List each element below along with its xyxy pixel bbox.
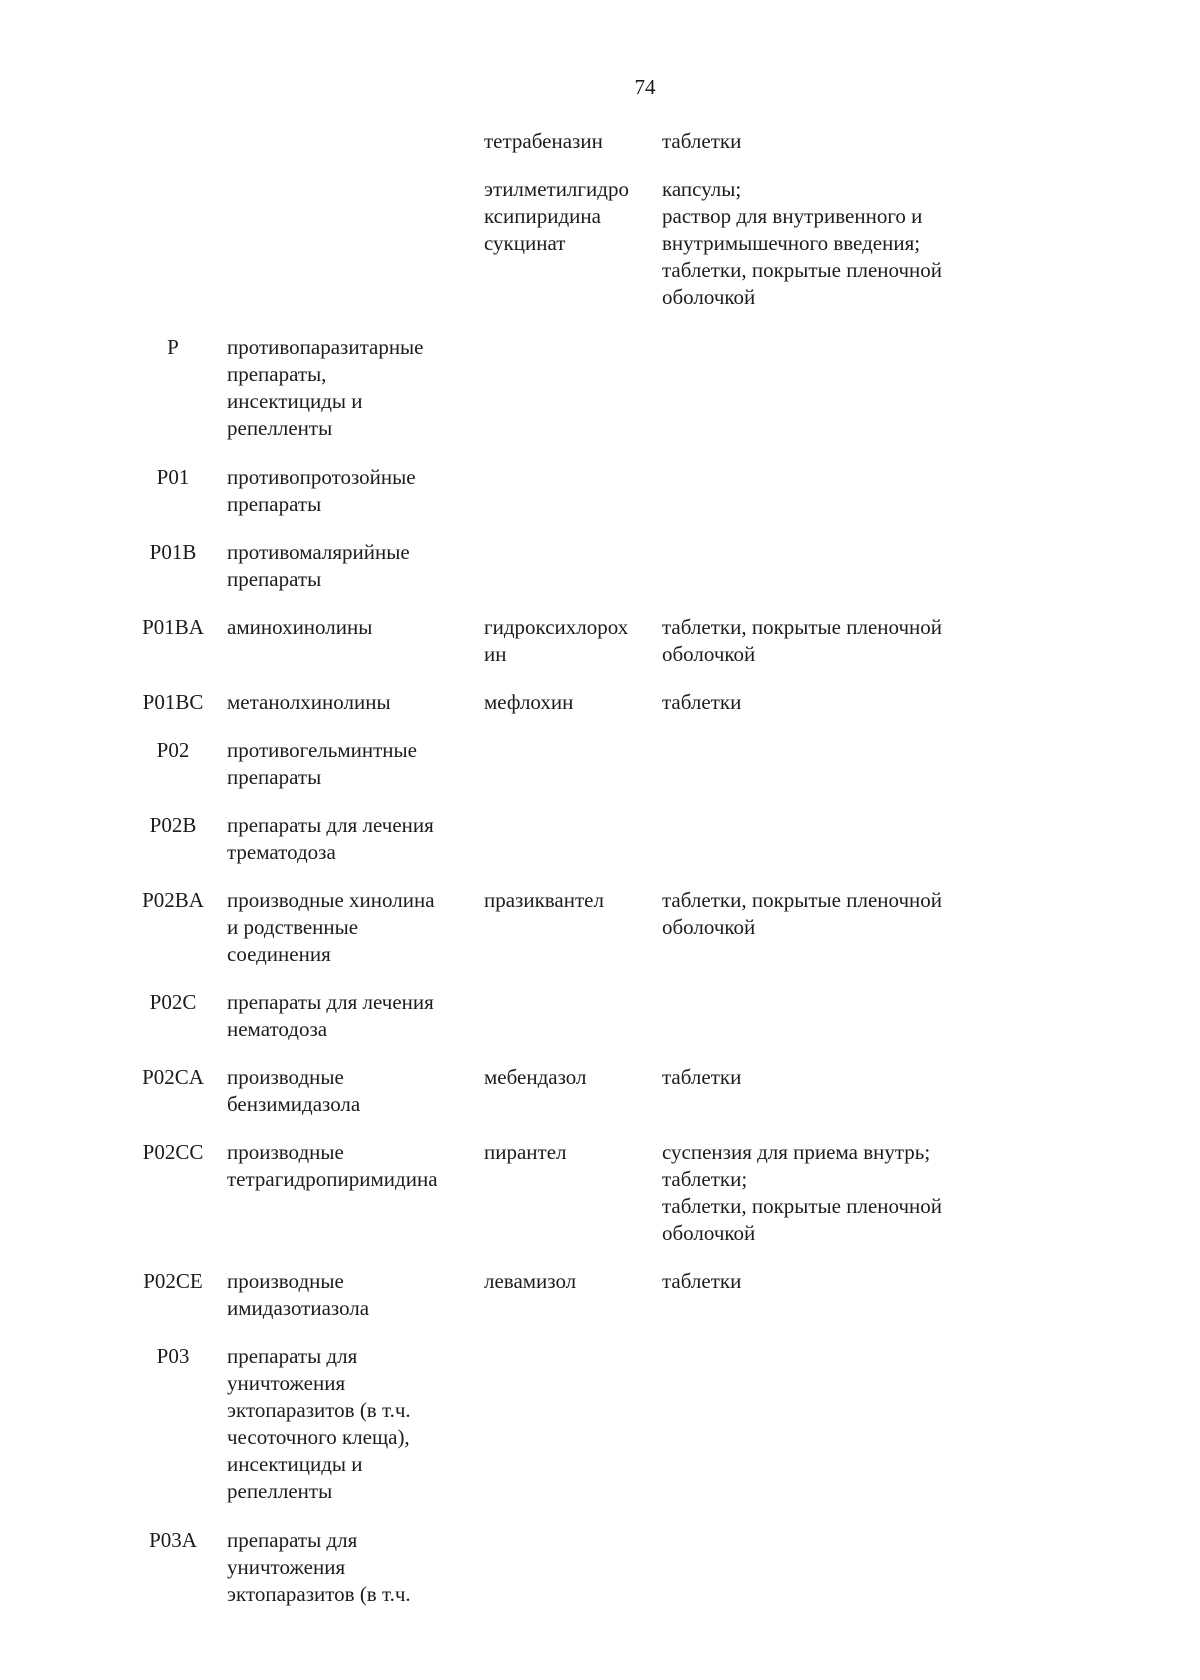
atc-group: противогельминтные препараты [227, 738, 417, 789]
drug-name: пирантел [484, 1140, 567, 1164]
drug-name: мефлохин [484, 690, 574, 714]
atc-code: P01BA [142, 615, 204, 639]
dosage-form: суспензия для приема внутрь; таблетки; таблетки, покрытые пленочной оболочкой [662, 1140, 943, 1245]
atc-group: производные имидазотиазола [227, 1269, 370, 1320]
atc-group: препараты для лечения трематодоза [227, 813, 434, 864]
drug-name: гидроксихлорох ин [484, 615, 629, 666]
atc-code: P01B [149, 540, 197, 564]
atc-code: P02CC [142, 1140, 204, 1164]
atc-code: P03A [149, 1528, 197, 1552]
atc-group: препараты для уничтожения эктопаразитов (в т.ч. [227, 1528, 411, 1606]
dosage-form: таблетки [662, 1269, 742, 1293]
dosage-form: таблетки [662, 690, 742, 714]
drug-name: этилметилгидро ксипиридина сукцинат [484, 177, 629, 255]
dosage-form: таблетки, покрытые пленочной оболочкой [662, 888, 943, 939]
atc-code: P02CE [143, 1269, 203, 1293]
atc-code: P02C [149, 990, 197, 1014]
atc-group: производные бензимидазола [227, 1065, 361, 1116]
atc-code: P01 [156, 465, 190, 489]
drug-name: мебендазол [484, 1065, 587, 1089]
dosage-form: таблетки [662, 1065, 742, 1089]
atc-group: противомалярийные препараты [227, 540, 410, 591]
atc-group: производные тетрагидропиримидина [227, 1140, 438, 1191]
atc-code: P03 [156, 1344, 190, 1368]
drug-name: празиквантел [484, 888, 604, 912]
dosage-form: таблетки [662, 129, 742, 153]
atc-group: препараты для уничтожения эктопаразитов (в т.ч. чесоточного клеща), инсектициды и репелленты [227, 1344, 411, 1503]
dosage-form: капсулы; раствор для внутривенного и внутримышечного введения; таблетки, покрытые пленочной оболочкой [662, 177, 943, 309]
atc-code: P02B [149, 813, 197, 837]
atc-code: P02BA [142, 888, 204, 912]
atc-group: противопаразитарные препараты, инсектициды и репелленты [227, 335, 424, 440]
atc-group: аминохинолины [227, 615, 373, 639]
atc-code: P [167, 335, 179, 359]
dosage-form: таблетки, покрытые пленочной оболочкой [662, 615, 943, 666]
atc-group: препараты для лечения нематодоза [227, 990, 434, 1041]
page-number: 74 [634, 75, 656, 99]
atc-code: P02 [156, 738, 190, 762]
atc-group: метанолхинолины [227, 690, 391, 714]
atc-group: производные хинолина и родственные соединения [227, 888, 435, 966]
drug-name: тетрабеназин [484, 129, 603, 153]
atc-group: противопротозойные препараты [227, 465, 416, 516]
atc-code: P01BC [142, 690, 204, 714]
atc-code: P02CA [142, 1065, 204, 1089]
drug-name: левамизол [484, 1269, 577, 1293]
